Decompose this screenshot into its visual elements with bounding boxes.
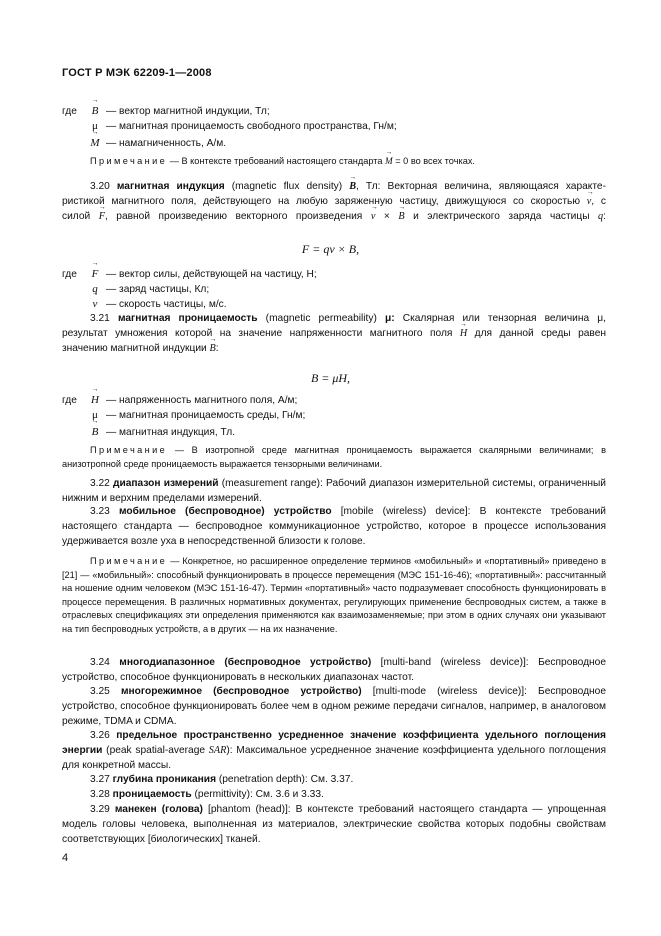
clause-number: 3.23 xyxy=(90,506,110,517)
clause-text: результат умножения которой на значение напряженности магнитного поля xyxy=(62,327,460,339)
clause-number: 3.29 xyxy=(90,804,110,815)
clause-text: : xyxy=(215,342,219,354)
legend-block-3 xyxy=(62,393,606,440)
legend-text: — напряженность магнитного поля, А/м; xyxy=(106,395,298,406)
clause-number: 3.21 xyxy=(90,313,110,324)
clause-3-23 xyxy=(62,505,606,550)
clause-number: 3.20 xyxy=(90,181,110,192)
page-number: 4 xyxy=(62,852,69,864)
legend-row xyxy=(62,119,606,134)
clause-term: магнитная проницаемость xyxy=(117,313,258,324)
clause-3-24 xyxy=(62,656,606,686)
note-label: Примечание xyxy=(90,556,168,566)
symbol: F → xyxy=(84,267,106,283)
clause-text: [phantom (head)]: В контексте требований настоящего стандарта — упрощенная модель головы человека, выполненная из материалов, электрические свойства которых подобны свойствам соответствующих [биологических] тканей. xyxy=(62,804,606,845)
clause-english: (magnetic flux density) xyxy=(224,181,350,192)
clause-number: 3.22 xyxy=(90,478,110,489)
clause-text: : xyxy=(603,210,606,222)
legend-text: — магнитная индукция, Тл. xyxy=(106,427,236,438)
symbol: B → xyxy=(210,342,216,357)
symbol: q xyxy=(598,210,604,222)
legend-row xyxy=(62,393,606,408)
clause-text: (penetration depth): См. 3.37. xyxy=(216,774,354,785)
clause-number: 3.26 xyxy=(90,730,110,741)
note-3 xyxy=(62,555,606,636)
clause-text: , Тл: Векторная величина, являющаяся характе- xyxy=(356,181,606,192)
clause-text: и электрического заряда частицы xyxy=(404,210,599,222)
clause-3-22 xyxy=(62,477,606,507)
symbol: μ xyxy=(92,409,98,421)
clause-term: манекен (голова) xyxy=(114,804,203,815)
where-label: где xyxy=(62,395,77,406)
symbol: B → xyxy=(84,425,106,441)
clause-text: (peak spatial-average xyxy=(102,744,209,756)
document-header: ГОСТ Р МЭК 62209-1—2008 xyxy=(62,67,212,79)
clause-text: , равной произведению векторного произведения xyxy=(104,210,371,222)
clause-text: [multi-band (wireless device)]: Беспроводное устройство, способное функционировать в нескольких диапазонах частот. xyxy=(62,657,606,683)
note-text: — В изотропной среде магнитная проницаемость выражается скалярными величинами; в анизотропной среде проницаемость выражается тензорными величинами. xyxy=(62,445,606,469)
clause-text: для данной среды равен xyxy=(467,327,606,339)
symbol: H → xyxy=(460,327,467,342)
note-1 xyxy=(62,155,606,169)
clause-term: диапазон измерений xyxy=(113,478,219,489)
where-label: где xyxy=(62,269,77,280)
note-2 xyxy=(62,444,606,471)
clause-text: ): Максимальное усредненное значение коэффициента удельного поглощения для конкретной массы. xyxy=(62,744,606,771)
legend-row xyxy=(62,408,606,423)
legend-text: — магнитная проницаемость свободного пространства, Гн/м; xyxy=(106,121,397,132)
note-label: Примечание xyxy=(90,445,168,455)
clause-text: (permittivity): См. 3.6 и 3.33. xyxy=(191,789,324,800)
clause-term: многорежимное (беспроводное устройство) xyxy=(120,686,362,697)
clause-text: ристикой магнитного поля, действующего на любую заряженную частицу, движущуюся со скоростью xyxy=(62,195,587,207)
formula-lorentz: F = qv × B, xyxy=(301,242,360,256)
clause-3-28 xyxy=(62,788,606,803)
legend-row xyxy=(62,297,606,312)
legend-text: — вектор магнитной индукции, Тл; xyxy=(106,106,270,117)
clause-term: проницаемость xyxy=(112,789,192,800)
clause-term: мобильное (беспроводное) устройство xyxy=(118,506,332,517)
legend-text: — заряд частицы, Кл; xyxy=(106,284,210,295)
clause-number: 3.27 xyxy=(90,774,110,785)
note-label: Примечание xyxy=(90,156,168,166)
symbol: F → xyxy=(99,210,105,225)
legend-block-1 xyxy=(62,104,606,151)
clause-text: (measurement range): Рабочий диапазон измерительной системы, ограниченный нижним и верхним пределами измерений. xyxy=(62,478,606,504)
symbol: v → xyxy=(587,195,592,210)
clause-text: [mobile (wireless) device]: В контексте требований настоящего стандарта — беспроводное коммуникационное устройство, которое в процессе использования удерживается возле уха в непосредственной близости к голове. xyxy=(62,506,606,547)
formula-permeability: B = μH, xyxy=(310,371,351,385)
clause-text: Скалярная или тензорная величина μ, xyxy=(394,313,606,324)
note-text: — Конкретное, но расширенное определение терминов «мобильный» и «портативный» приведено в [21] — «мобильный»: способный функционировать в процессе перемещения (МЭС 151-16-46); «портативный»: рассчитанный на ношение одним человеком (МЭС 151-16-47). Термин «портативный» часто подразумевает способность функционировать в процессе перемещения. В различных нормативных документах, регулирующих применение беспроводных систем, а также в отраслевых спецификациях эти определения применяются как взаимозаменяемые; при этом в одних случаях они указывают на тип беспроводных устройств, а в других — на их назначение. xyxy=(62,556,606,634)
symbol: B → xyxy=(349,180,356,195)
legend-text: — скорость частицы, м/с. xyxy=(106,299,227,310)
symbol: B → xyxy=(84,104,106,120)
clause-number: 3.24 xyxy=(90,657,110,668)
clause-3-25 xyxy=(62,685,606,730)
symbol: v → xyxy=(371,210,376,225)
legend-block-2 xyxy=(62,267,606,312)
symbol: H → xyxy=(84,393,106,409)
symbol: μ xyxy=(92,120,98,132)
clause-number: 3.28 xyxy=(90,789,110,800)
legend-row xyxy=(62,104,606,119)
legend-row xyxy=(62,136,606,151)
clause-3-29 xyxy=(62,803,606,848)
where-label: где xyxy=(62,106,77,117)
clause-text: , с xyxy=(591,195,606,207)
clause-3-26 xyxy=(62,729,606,774)
symbol: M → xyxy=(84,136,106,152)
note-text: — В контексте требований настоящего стандарта xyxy=(169,156,386,166)
clause-english: (magnetic permeability) xyxy=(257,313,385,324)
legend-text: — намагниченность, А/м. xyxy=(106,138,227,149)
symbol: μ: xyxy=(384,313,395,324)
symbol: B → xyxy=(398,210,404,225)
legend-row xyxy=(62,282,606,297)
clause-3-27 xyxy=(62,773,606,788)
clause-term: предельное пространственно усредненное значение коэффициента удельного поглощения энергии xyxy=(62,730,606,756)
legend-text: — магнитная проницаемость среды, Гн/м; xyxy=(106,410,306,421)
symbol: v → xyxy=(84,297,106,313)
symbol: q xyxy=(92,283,98,295)
legend-row xyxy=(62,425,606,440)
clause-text: [multi-mode (wireless device)]: Беспроводное устройство, способное функционировать более чем в одном режиме передачи сигналов, например, в аналоговом режиме, TDMA и CDMA. xyxy=(62,686,606,727)
legend-row xyxy=(62,267,606,282)
clause-term: магнитная индукция xyxy=(116,181,225,192)
clause-term: глубина проникания xyxy=(112,774,217,785)
clause-number: 3.25 xyxy=(90,686,110,697)
legend-text: — вектор силы, действующей на частицу, Н; xyxy=(106,269,317,280)
clause-3-21 xyxy=(62,312,606,357)
clause-text: силой xyxy=(62,210,99,222)
symbol: M → xyxy=(385,155,393,169)
clause-3-20 xyxy=(62,180,606,225)
clause-text: значению магнитной индукции xyxy=(62,342,210,354)
operator: × xyxy=(375,210,399,222)
abbreviation: SAR xyxy=(208,744,227,756)
clause-term: многодиапазонное (беспроводное устройство) xyxy=(119,657,372,668)
note-text: = 0 во всех точках. xyxy=(392,156,475,166)
